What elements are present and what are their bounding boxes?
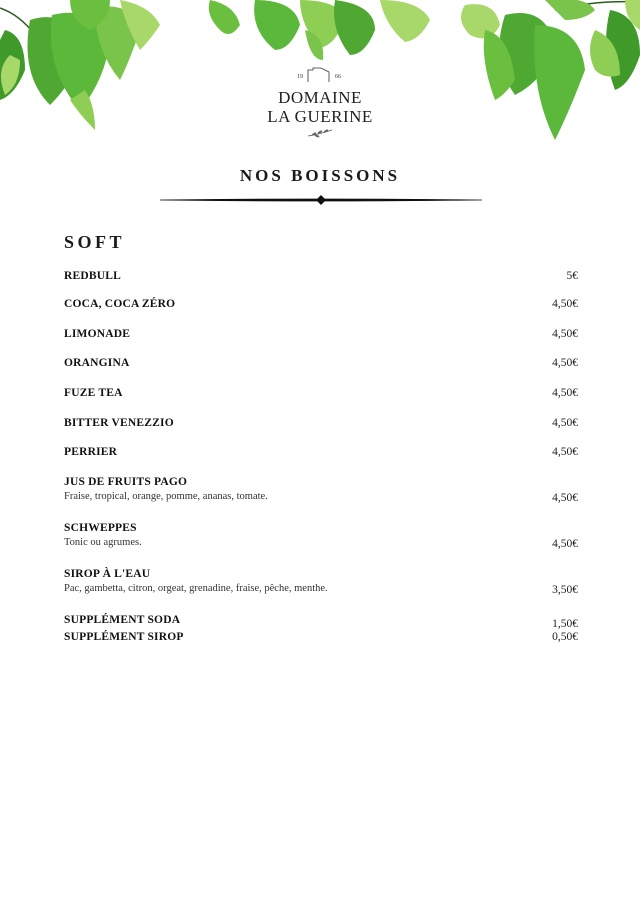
item-price: 4,50€: [552, 387, 578, 399]
item-price: 4,50€: [552, 446, 578, 458]
menu-item: [64, 631, 578, 643]
ornament-divider-icon: [160, 193, 482, 207]
leaves-decoration-center-icon: [205, 0, 435, 70]
item-name: SUPPLÉMENT SIROP: [64, 631, 184, 643]
item-name: FUZE TEA: [64, 387, 123, 399]
item-price: 4,50€: [552, 417, 578, 429]
item-price: 3,50€: [552, 584, 578, 596]
item-price: 4,50€: [552, 328, 578, 340]
item-description: Pac, gambetta, citron, orgeat, grenadine, fraise, pêche, menthe.: [64, 583, 328, 594]
logo-line2: LA GUERINE: [267, 107, 373, 126]
item-name: LIMONADE: [64, 328, 131, 340]
menu-item: [64, 387, 578, 399]
section-title-soft: SOFT: [64, 232, 126, 252]
page-title: NOS BOISSONS: [239, 166, 401, 185]
item-description: Tonic ou agrumes.: [64, 537, 142, 548]
menu-item: [64, 446, 578, 458]
item-name: SUPPLÉMENT SODA: [64, 614, 181, 626]
item-name: REDBULL: [64, 270, 121, 282]
menu-item: [64, 476, 578, 502]
item-name: SCHWEPPES: [64, 522, 137, 534]
item-name: JUS DE FRUITS PAGO: [64, 476, 188, 488]
menu-item: [64, 357, 578, 369]
item-price: 1,50€: [552, 618, 578, 630]
item-price: 4,50€: [552, 538, 578, 550]
menu-item: [64, 568, 578, 594]
item-name: SIROP À L'EAU: [64, 568, 151, 580]
menu-item: [64, 614, 578, 630]
logo: [0, 70, 640, 139]
item-description: Fraise, tropical, orange, pomme, ananas, tomate.: [64, 491, 268, 502]
logo-year-right: 66: [335, 74, 341, 80]
house-outline-icon: [307, 67, 333, 83]
menu-item: [64, 270, 578, 282]
item-price: 4,50€: [552, 357, 578, 369]
item-name: BITTER VENEZZIO: [64, 417, 174, 429]
olive-branch-icon: [305, 127, 335, 139]
item-name: COCA, COCA ZÉRO: [64, 298, 176, 310]
item-price: 4,50€: [552, 492, 578, 504]
item-price: 0,50€: [552, 631, 578, 643]
menu-item: [64, 298, 578, 310]
menu-item: [64, 522, 578, 548]
item-price: 4,50€: [552, 298, 578, 310]
item-name: PERRIER: [64, 446, 118, 458]
menu-item: [64, 417, 578, 429]
item-price: 5€: [566, 270, 578, 282]
menu-item: [64, 328, 578, 340]
item-name: ORANGINA: [64, 357, 130, 369]
logo-line1: DOMAINE: [278, 88, 362, 107]
logo-year-left: 19: [297, 74, 303, 80]
